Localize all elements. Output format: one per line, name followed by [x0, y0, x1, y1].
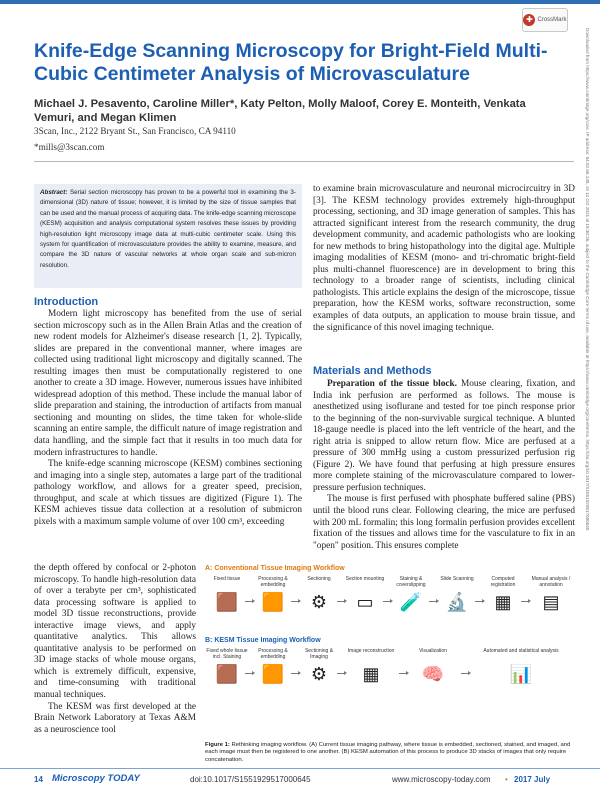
figure-panel-b [205, 637, 575, 699]
panel-b-steps [205, 649, 575, 699]
right-column-methods [313, 379, 575, 552]
abstract-label: Abstract: [40, 189, 68, 196]
workflow-step: Sectioning ⚙ [297, 577, 341, 615]
analysis-icon: ▤ [542, 592, 560, 612]
tissue-icon: 🟫 [215, 664, 239, 684]
workflow-step: Automated and statistical analysis 📊 [471, 649, 571, 687]
visualization-icon: 🧠 [421, 664, 445, 684]
figure-1-caption [205, 742, 575, 764]
panel-b-title: B: KESM Tissue Imaging Workflow [205, 637, 321, 644]
workflow-step: Fixed whole tissue incl. Staining 🟫 [205, 649, 249, 687]
run-in-heading: Preparation of the tissue block. [327, 379, 457, 389]
workflow-step: Processing & embedding 🟧 [251, 649, 295, 687]
microtome-icon: ⚙ [310, 592, 328, 612]
corresponding-email[interactable]: *mills@3scan.com [34, 142, 105, 152]
intro-paragraph-2-continued: the depth offered by confocal or 2-photon microscopy. To handle high-resolution data of over a terabyte per cm³, sophisticated data processing software is applied to model 3D tissue reconstructions, provide interactive image views, and apply quantitative analytics. This allows quantitative analysis to be performed on 3D image stacks of whole mouse organs, which is extremely difficult, expensive, and time-consuming with traditional manual techniques. [34, 563, 196, 701]
panel-a-steps [205, 577, 575, 627]
figure-1 [205, 563, 575, 748]
journal-logo: Microscopy TODAY [52, 773, 140, 784]
intro-column-upper [34, 309, 302, 528]
author-list: Michael J. Pesavento, Caroline Miller*, Katy Pelton, Molly Maloof, Corey E. Monteith, Venkata Vemuri, and Megan Klimen [34, 98, 526, 124]
header-divider [34, 161, 574, 162]
abstract-text [40, 188, 296, 271]
intro-paragraph-1: Modern light microscopy has benefited from the use of serial section microscopy such as in the Allen Brain Atlas and the creation of new rodent models for Alzheimer's disease research [1, 2]. Typically, slides are prepared in the conventional manner, where images are collected using traditional light microscopy and digitally scanned. The resulting images then must be computationally registered to one another to create a 3D image. However, numerous issues have inhibited widespread adoption of this method. These include the manual labor of slide preparation and staining, the introduction of artifacts from manual sectioning and mounting on slides, the time taken for whole-slide scanning an entire sample, the difficult nature of image registration and data handling, and the simple fact that it results in too much data for modern infrastructures to handle. [34, 309, 302, 458]
stain-icon: 🧪 [399, 592, 423, 612]
top-color-bar [0, 0, 600, 4]
figure-panel-a [205, 565, 575, 627]
right-column-upper [313, 184, 575, 334]
footer-doi[interactable]: doi:10.1017/S1551929517000645 [190, 775, 311, 784]
figure-caption-label: Figure 1: [205, 742, 230, 748]
right-paragraph-1: to examine brain microvasculature and neuronal microcircuitry in 3D [3]. The KESM technology provides extremely high-throughput processing, sectioning, and 3D image generation of samples. This has attracted significant interest from the research community, the drug development community, and academic pathologists who are looking for new methods to bring histopathology into the digital age. Multiple imaging modalities of KESM (mono- and tri-chromatic bright-field plus multi-channel fluorescence) are in development to bring this technology to a broader range of scientists, including clinical pathologists. This article explains the design of the microscope, tissue preparation, how the KESM works, software reconstruction, some examples of data outputs, an application to mouse brain tissue, and the significance of this novel imaging technique. [313, 184, 575, 333]
workflow-step: Processing & embedding 🟧 [251, 577, 295, 615]
figure-caption-text: Rethinking imaging workflow. (A) Current tissue imaging pathway, where tissue is embedded, sectioned, stained, and imaged, and each image must then be registered to one another. (B) KESM automation of this process to produce 3D stacks of images that only require concatenation. [205, 742, 571, 763]
block-icon: 🟧 [261, 592, 285, 612]
introduction-heading: Introduction [34, 296, 99, 308]
methods-paragraph-1 [313, 379, 575, 494]
arrow-icon [461, 673, 469, 674]
page-footer [0, 768, 600, 789]
workflow-step: Sectioning & Imaging ⚙ [297, 649, 341, 687]
arrow-icon [399, 673, 407, 674]
intro-paragraph-3: The KESM was first developed at the Brain Network Laboratory at Texas A&M as a neuroscience tool [34, 701, 196, 735]
reconstruction-icon: ▦ [362, 664, 380, 684]
tissue-icon: 🟫 [215, 592, 239, 612]
workflow-step: Visualization 🧠 [407, 649, 459, 687]
workflow-step: Image reconstruction ▦ [345, 649, 397, 687]
footer-website[interactable]: www.microscopy-today.com [392, 775, 491, 784]
abstract-body: Serial section microscopy has proven to be a powerful tool in examining the 3-dimensional (3D) nature of tissue; however, it is limited by the size of tissue samples that can be used and the manual process of acquiring data. The knife-edge scanning microscope (KESM) acquisition and analysis computational system resolves these issues by providing high-resolution light microscopy image data at multi-cubic centimeter scale. Using this system for quantification of microvasculature provides the ability to examine, measure, and compare the 3D nature of vascular networks at whole organ scale and sub-micron resolution. [40, 189, 296, 269]
workflow-step: Manual analysis / annotation ▤ [527, 577, 575, 615]
workflow-step: Staining & coverslipping 🧪 [389, 577, 433, 615]
crossmark-icon: ✚ [523, 14, 535, 26]
arrow-icon [337, 673, 345, 674]
article-title: Knife-Edge Scanning Microscopy for Bright-Field Multi-Cubic Centimeter Analysis of Microvasculature [34, 40, 548, 85]
methods-heading: Materials and Methods [313, 365, 432, 377]
workflow-step: Slide Scanning 🔬 [435, 577, 479, 615]
methods-paragraph-2: The mouse is first perfused with phosphate buffered saline (PBS) until the blood runs clear. Following clearing, the mice are perfused with 200 mL formalin; this long formalin perfusion provides excellent fixation of the tissues and allows time for the vasculature to fix in an "open" position. This ensures complete [313, 494, 575, 551]
affiliation: 3Scan, Inc., 2122 Bryant St., San Francisco, CA 94110 [34, 126, 236, 136]
workflow-step: Computed registration ▦ [481, 577, 525, 615]
registration-icon: ▦ [494, 592, 512, 612]
issue-date: 2017 July [514, 775, 551, 784]
intro-column-lower [34, 563, 196, 736]
slide-icon: ▭ [356, 592, 374, 612]
abstract-box [34, 184, 302, 288]
crossmark-badge[interactable] [522, 8, 568, 32]
kesm-icon: ⚙ [310, 664, 328, 684]
intro-paragraph-2: The knife-edge scanning microscope (KESM) combines sectioning and imaging into a single step, automates a large part of the traditional pathology workflow, and allows for a greater speed, precision, throughput, and scale at which tissues are digitized (Figure 1). The KESM achieves tissue data collection at a resolution of submicron pixels with a maximum sample volume of over 100 cm³, exceeding [34, 459, 302, 527]
footer-bullet: • [505, 775, 508, 784]
workflow-step: Fixed tissue 🟫 [205, 577, 249, 615]
block-icon: 🟧 [261, 664, 285, 684]
analysis-icon: 📊 [509, 664, 533, 684]
crossmark-label: CrossMark [537, 17, 567, 23]
workflow-step: Section mounting ▭ [343, 577, 387, 615]
download-notice-sidebar: Downloaded from https://www.cambridge.org/core. IP address: 54.82.56.148, on 11 Oct 2021 at 18:30:26, subject to the Cambridge Core terms of use, available at https://www.cambridge.org/core/terms. https://doi.org/10.1017/S1551929517000645 [585, 28, 590, 531]
page-number: 14 [34, 775, 43, 784]
methods-paragraph-1-body: Mouse clearing, fixation, and India ink perfusion are performed as follows. The mouse is anesthetized using isoflurane and tested for toe pinch response prior to the beginning of the non-survivable surgical technique. A blunted 18-gauge needle is placed into the left ventricle of the heart, and the right atria is snipped to allow return flow. Mice are perfused at a pressure of 300 mmHg using a custom pressurized perfusion rig (Figure 2). We have found that perfusing at high pressure ensures more complete staining of the microvasculature compared to lower-pressure perfusion techniques. [313, 379, 575, 493]
panel-a-title: A: Conventional Tissue Imaging Workflow [205, 565, 345, 572]
scanner-icon: 🔬 [445, 592, 469, 612]
